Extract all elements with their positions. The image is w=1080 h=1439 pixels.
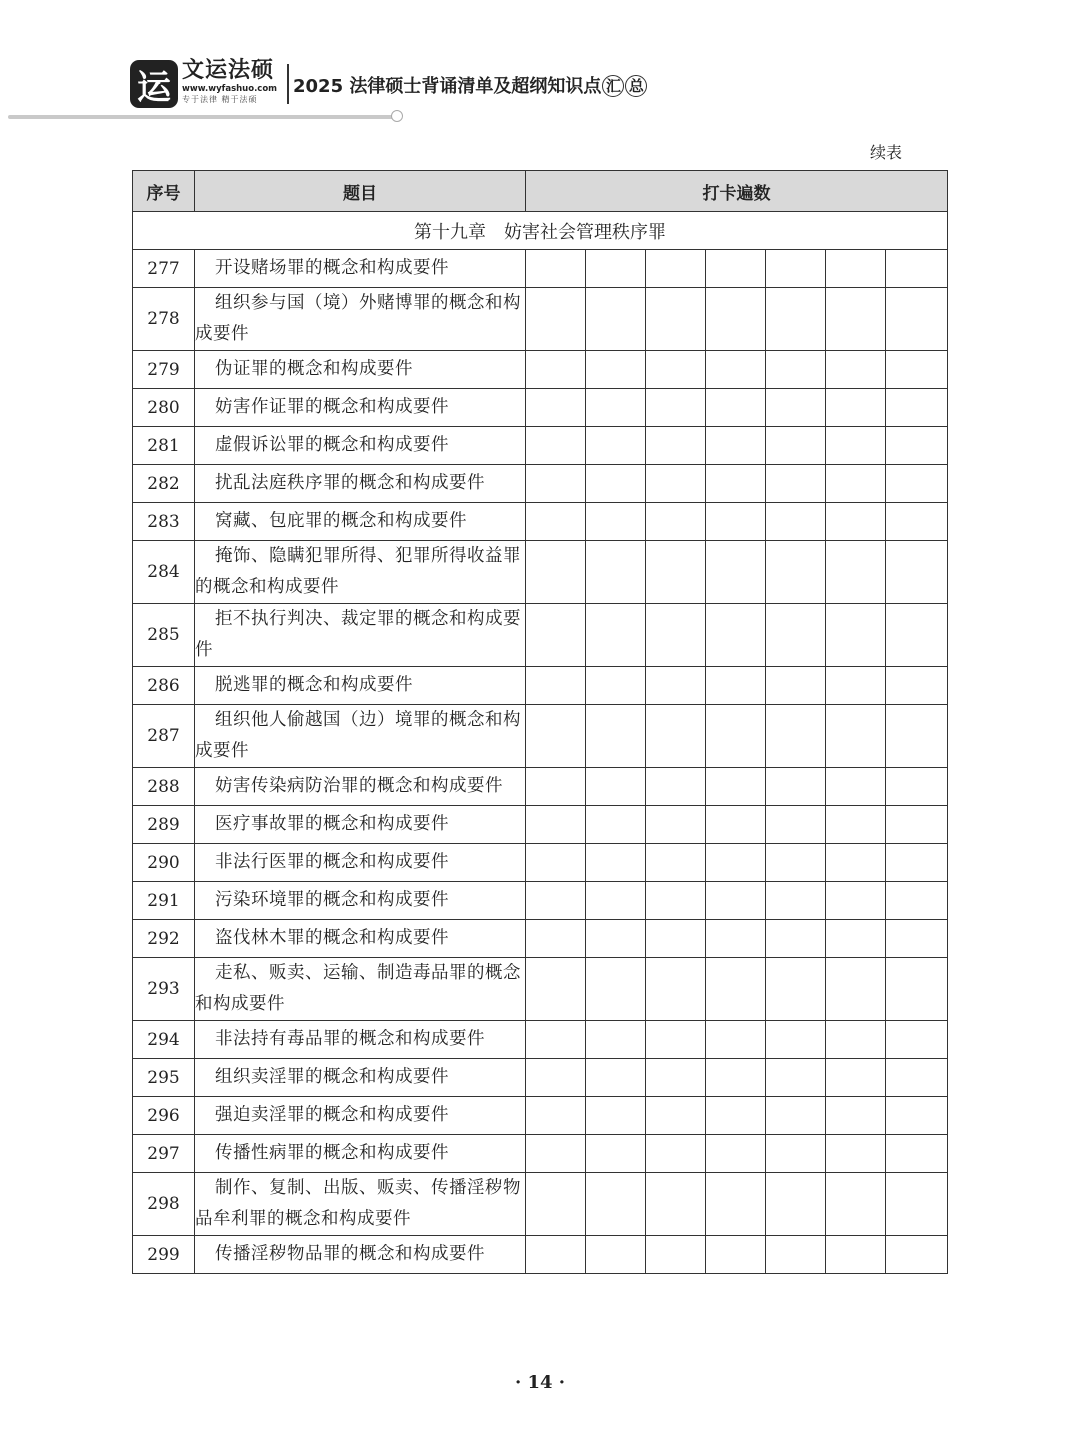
checkin-cell[interactable] [586, 427, 646, 465]
checkin-cell[interactable] [886, 465, 948, 503]
checkin-cell[interactable] [706, 806, 766, 844]
checkin-cell[interactable] [766, 1097, 826, 1135]
row-topic: 妨害传染病防治罪的概念和构成要件 [195, 768, 526, 806]
checkin-cell[interactable] [886, 604, 948, 667]
header-rule-circle [391, 110, 403, 122]
checkin-cell[interactable] [586, 351, 646, 389]
row-topic: 传播性病罪的概念和构成要件 [195, 1135, 526, 1173]
checkin-cell[interactable] [646, 1021, 706, 1059]
checkin-cell[interactable] [706, 1135, 766, 1173]
brand-name: 文运法硕 [182, 58, 275, 83]
table-row [133, 667, 948, 705]
row-number: 284 [133, 541, 195, 604]
checkin-cell[interactable] [586, 1236, 646, 1274]
checkin-cell[interactable] [886, 1135, 948, 1173]
table-row [133, 1173, 948, 1236]
row-number: 278 [133, 288, 195, 351]
checklist-table [132, 170, 948, 1274]
chapter-title: 第十九章 妨害社会管理秩序罪 [133, 212, 948, 250]
checkin-cell[interactable] [766, 768, 826, 806]
checkin-cell[interactable] [526, 250, 586, 288]
checkin-cell[interactable] [886, 1097, 948, 1135]
checkin-cell[interactable] [886, 958, 948, 1021]
table-row [133, 958, 948, 1021]
checkin-cell[interactable] [826, 250, 886, 288]
row-topic: 伪证罪的概念和构成要件 [195, 351, 526, 389]
page-number: · 14 · [514, 1372, 566, 1393]
checkin-cell[interactable] [646, 882, 706, 920]
header-num: 序号 [133, 171, 195, 212]
row-number: 281 [133, 427, 195, 465]
checkin-cell[interactable] [646, 1135, 706, 1173]
checkin-cell[interactable] [706, 541, 766, 604]
checkin-cell[interactable] [766, 1021, 826, 1059]
checkin-cell[interactable] [646, 503, 706, 541]
checkin-cell[interactable] [886, 427, 948, 465]
table-header-row [133, 171, 948, 212]
checkin-cell[interactable] [706, 604, 766, 667]
checkin-cell[interactable] [646, 1173, 706, 1236]
checkin-cell[interactable] [766, 389, 826, 427]
row-number: 283 [133, 503, 195, 541]
checkin-cell[interactable] [826, 806, 886, 844]
checkin-cell[interactable] [886, 667, 948, 705]
header-topic: 题目 [195, 171, 526, 212]
checkin-cell[interactable] [826, 503, 886, 541]
checkin-cell[interactable] [706, 465, 766, 503]
checkin-cell[interactable] [826, 604, 886, 667]
page-header [130, 58, 690, 110]
checkin-cell[interactable] [766, 920, 826, 958]
checkin-cell[interactable] [646, 768, 706, 806]
header-rule [8, 115, 396, 119]
checkin-cell[interactable] [886, 705, 948, 768]
checkin-cell[interactable] [586, 705, 646, 768]
checkin-cell[interactable] [526, 541, 586, 604]
table-row [133, 250, 948, 288]
checkin-cell[interactable] [766, 667, 826, 705]
row-number: 297 [133, 1135, 195, 1173]
checkin-cell[interactable] [526, 1173, 586, 1236]
checkin-cell[interactable] [526, 958, 586, 1021]
checkin-cell[interactable] [646, 351, 706, 389]
checkin-cell[interactable] [526, 1135, 586, 1173]
checkin-cell[interactable] [646, 1097, 706, 1135]
row-number: 280 [133, 389, 195, 427]
checkin-cell[interactable] [586, 1097, 646, 1135]
row-topic: 虚假诉讼罪的概念和构成要件 [195, 427, 526, 465]
row-topic: 组织他人偷越国（边）境罪的概念和构成要件 [195, 705, 526, 768]
checkin-cell[interactable] [646, 427, 706, 465]
checkin-cell[interactable] [706, 958, 766, 1021]
checkin-cell[interactable] [706, 1173, 766, 1236]
checkin-cell[interactable] [766, 351, 826, 389]
title-circle-char: 汇 [602, 75, 624, 97]
title-circle-char: 总 [625, 75, 647, 97]
checkin-cell[interactable] [706, 882, 766, 920]
row-topic: 污染环境罪的概念和构成要件 [195, 882, 526, 920]
row-number: 296 [133, 1097, 195, 1135]
checkin-cell[interactable] [826, 427, 886, 465]
table-row [133, 806, 948, 844]
checkin-cell[interactable] [646, 541, 706, 604]
checkin-cell[interactable] [766, 250, 826, 288]
book-title-text: 2025 法律硕士背诵清单及超纲知识点 [293, 76, 602, 97]
table-row [133, 351, 948, 389]
checkin-cell[interactable] [706, 503, 766, 541]
checkin-cell[interactable] [646, 1059, 706, 1097]
table-row [133, 1059, 948, 1097]
row-topic: 制作、复制、出版、贩卖、传播淫秽物品牟利罪的概念和构成要件 [195, 1173, 526, 1236]
table-row [133, 288, 948, 351]
checkin-cell[interactable] [586, 1059, 646, 1097]
checkin-cell[interactable] [766, 604, 826, 667]
checkin-cell[interactable] [646, 288, 706, 351]
checkin-cell[interactable] [766, 705, 826, 768]
checkin-cell[interactable] [526, 1097, 586, 1135]
checkin-cell[interactable] [886, 768, 948, 806]
checkin-cell[interactable] [826, 768, 886, 806]
row-number: 299 [133, 1236, 195, 1274]
checkin-cell[interactable] [826, 882, 886, 920]
checkin-cell[interactable] [526, 768, 586, 806]
row-number: 291 [133, 882, 195, 920]
checkin-cell[interactable] [586, 958, 646, 1021]
table-row [133, 1135, 948, 1173]
brand-block [182, 58, 286, 105]
table-row [133, 503, 948, 541]
checkin-cell[interactable] [766, 958, 826, 1021]
checkin-cell[interactable] [706, 250, 766, 288]
checkin-cell[interactable] [586, 1173, 646, 1236]
checkin-cell[interactable] [886, 250, 948, 288]
checkin-cell[interactable] [646, 250, 706, 288]
row-topic: 组织参与国（境）外赌博罪的概念和构成要件 [195, 288, 526, 351]
checkin-cell[interactable] [766, 1236, 826, 1274]
row-number: 286 [133, 667, 195, 705]
checkin-cell[interactable] [826, 1021, 886, 1059]
table-row [133, 604, 948, 667]
checkin-cell[interactable] [826, 705, 886, 768]
row-topic: 传播淫秽物品罪的概念和构成要件 [195, 1236, 526, 1274]
checkin-cell[interactable] [646, 844, 706, 882]
checkin-cell[interactable] [646, 389, 706, 427]
checkin-cell[interactable] [826, 920, 886, 958]
table-row [133, 1236, 948, 1274]
checkin-cell[interactable] [766, 503, 826, 541]
book-title [293, 72, 647, 98]
table-row [133, 427, 948, 465]
row-topic: 非法持有毒品罪的概念和构成要件 [195, 1021, 526, 1059]
checkin-cell[interactable] [586, 604, 646, 667]
checkin-cell[interactable] [586, 667, 646, 705]
checkin-cell[interactable] [526, 844, 586, 882]
checkin-cell[interactable] [526, 1059, 586, 1097]
table-row [133, 465, 948, 503]
checkin-cell[interactable] [646, 705, 706, 768]
row-topic: 非法行医罪的概念和构成要件 [195, 844, 526, 882]
checkin-cell[interactable] [646, 920, 706, 958]
row-number: 292 [133, 920, 195, 958]
checkin-cell[interactable] [886, 503, 948, 541]
checkin-cell[interactable] [826, 465, 886, 503]
header-checkin: 打卡遍数 [526, 171, 948, 212]
row-number: 298 [133, 1173, 195, 1236]
checkin-cell[interactable] [886, 920, 948, 958]
checkin-cell[interactable] [526, 389, 586, 427]
checkin-cell[interactable] [886, 351, 948, 389]
checkin-cell[interactable] [706, 351, 766, 389]
checkin-cell[interactable] [526, 920, 586, 958]
checkin-cell[interactable] [706, 705, 766, 768]
checkin-cell[interactable] [586, 250, 646, 288]
row-number: 282 [133, 465, 195, 503]
checkin-cell[interactable] [526, 604, 586, 667]
checkin-cell[interactable] [706, 427, 766, 465]
row-number: 277 [133, 250, 195, 288]
row-topic: 窝藏、包庇罪的概念和构成要件 [195, 503, 526, 541]
checkin-cell[interactable] [826, 958, 886, 1021]
checkin-cell[interactable] [826, 288, 886, 351]
checkin-cell[interactable] [766, 1135, 826, 1173]
checkin-cell[interactable] [766, 844, 826, 882]
checkin-cell[interactable] [706, 1021, 766, 1059]
checkin-cell[interactable] [646, 1236, 706, 1274]
checkin-cell[interactable] [886, 541, 948, 604]
checkin-cell[interactable] [826, 1236, 886, 1274]
checkin-cell[interactable] [706, 1097, 766, 1135]
checkin-cell[interactable] [766, 541, 826, 604]
checkin-cell[interactable] [766, 1173, 826, 1236]
row-topic: 脱逃罪的概念和构成要件 [195, 667, 526, 705]
checkin-cell[interactable] [526, 351, 586, 389]
checkin-cell[interactable] [766, 806, 826, 844]
checkin-cell[interactable] [706, 1236, 766, 1274]
checkin-cell[interactable] [706, 844, 766, 882]
table-row [133, 768, 948, 806]
header-divider [287, 64, 289, 104]
checkin-cell[interactable] [706, 389, 766, 427]
row-topic: 掩饰、隐瞒犯罪所得、犯罪所得收益罪的概念和构成要件 [195, 541, 526, 604]
checkin-cell[interactable] [826, 389, 886, 427]
row-topic: 开设赌场罪的概念和构成要件 [195, 250, 526, 288]
checkin-cell[interactable] [706, 288, 766, 351]
checkin-cell[interactable] [526, 1021, 586, 1059]
row-topic: 妨害作证罪的概念和构成要件 [195, 389, 526, 427]
checkin-cell[interactable] [886, 1236, 948, 1274]
row-topic: 拒不执行判决、裁定罪的概念和构成要件 [195, 604, 526, 667]
row-number: 290 [133, 844, 195, 882]
checkin-cell[interactable] [586, 288, 646, 351]
checkin-cell[interactable] [826, 1135, 886, 1173]
checkin-cell[interactable] [586, 1021, 646, 1059]
continued-label: 续表 [870, 143, 903, 162]
row-number: 279 [133, 351, 195, 389]
checkin-cell[interactable] [526, 503, 586, 541]
brand-slogan: 专于法律 精于法硕 [182, 95, 258, 104]
row-number: 287 [133, 705, 195, 768]
brand-logo-icon: 运 [130, 60, 178, 108]
checkin-cell[interactable] [586, 503, 646, 541]
table-row [133, 389, 948, 427]
checkin-cell[interactable] [586, 541, 646, 604]
checkin-cell[interactable] [646, 465, 706, 503]
checkin-cell[interactable] [826, 1059, 886, 1097]
checkin-cell[interactable] [526, 1236, 586, 1274]
checkin-cell[interactable] [886, 844, 948, 882]
checkin-cell[interactable] [826, 667, 886, 705]
checkin-cell[interactable] [766, 427, 826, 465]
row-number: 289 [133, 806, 195, 844]
checkin-cell[interactable] [886, 1059, 948, 1097]
checkin-cell[interactable] [526, 667, 586, 705]
checkin-cell[interactable] [586, 1135, 646, 1173]
row-number: 285 [133, 604, 195, 667]
row-number: 288 [133, 768, 195, 806]
checkin-cell[interactable] [826, 1097, 886, 1135]
table-row [133, 920, 948, 958]
chapter-row [133, 212, 948, 250]
checkin-cell[interactable] [526, 705, 586, 768]
checkin-cell[interactable] [526, 465, 586, 503]
row-topic: 医疗事故罪的概念和构成要件 [195, 806, 526, 844]
checkin-cell[interactable] [886, 806, 948, 844]
checkin-cell[interactable] [586, 768, 646, 806]
row-topic: 组织卖淫罪的概念和构成要件 [195, 1059, 526, 1097]
row-number: 293 [133, 958, 195, 1021]
row-topic: 走私、贩卖、运输、制造毒品罪的概念和构成要件 [195, 958, 526, 1021]
checkin-cell[interactable] [646, 806, 706, 844]
table-row [133, 1021, 948, 1059]
checkin-cell[interactable] [646, 958, 706, 1021]
row-number: 294 [133, 1021, 195, 1059]
checkin-cell[interactable] [586, 920, 646, 958]
checkin-cell[interactable] [706, 667, 766, 705]
checkin-cell[interactable] [706, 1059, 766, 1097]
row-topic: 盗伐林木罪的概念和构成要件 [195, 920, 526, 958]
checkin-cell[interactable] [526, 806, 586, 844]
table-row [133, 844, 948, 882]
table-row [133, 541, 948, 604]
checkin-cell[interactable] [526, 427, 586, 465]
table-row [133, 882, 948, 920]
checkin-cell[interactable] [766, 288, 826, 351]
checkin-cell[interactable] [886, 882, 948, 920]
checkin-cell[interactable] [706, 768, 766, 806]
checkin-cell[interactable] [586, 389, 646, 427]
checkin-cell[interactable] [706, 920, 766, 958]
checkin-cell[interactable] [886, 1021, 948, 1059]
checkin-cell[interactable] [586, 465, 646, 503]
checkin-cell[interactable] [886, 288, 948, 351]
checkin-cell[interactable] [886, 1173, 948, 1236]
checkin-cell[interactable] [526, 288, 586, 351]
checkin-cell[interactable] [586, 882, 646, 920]
table-row [133, 705, 948, 768]
row-topic: 扰乱法庭秩序罪的概念和构成要件 [195, 465, 526, 503]
checkin-cell[interactable] [766, 465, 826, 503]
checkin-cell[interactable] [526, 882, 586, 920]
checkin-cell[interactable] [646, 604, 706, 667]
brand-url: www.wyfashuo.com [182, 84, 278, 94]
checkin-cell[interactable] [586, 806, 646, 844]
table-row [133, 1097, 948, 1135]
checkin-cell[interactable] [826, 1173, 886, 1236]
checkin-cell[interactable] [886, 389, 948, 427]
checkin-cell[interactable] [766, 882, 826, 920]
row-topic: 强迫卖淫罪的概念和构成要件 [195, 1097, 526, 1135]
checkin-cell[interactable] [586, 844, 646, 882]
checkin-cell[interactable] [826, 351, 886, 389]
checkin-cell[interactable] [826, 541, 886, 604]
checkin-cell[interactable] [826, 844, 886, 882]
checkin-cell[interactable] [766, 1059, 826, 1097]
row-number: 295 [133, 1059, 195, 1097]
checkin-cell[interactable] [646, 667, 706, 705]
